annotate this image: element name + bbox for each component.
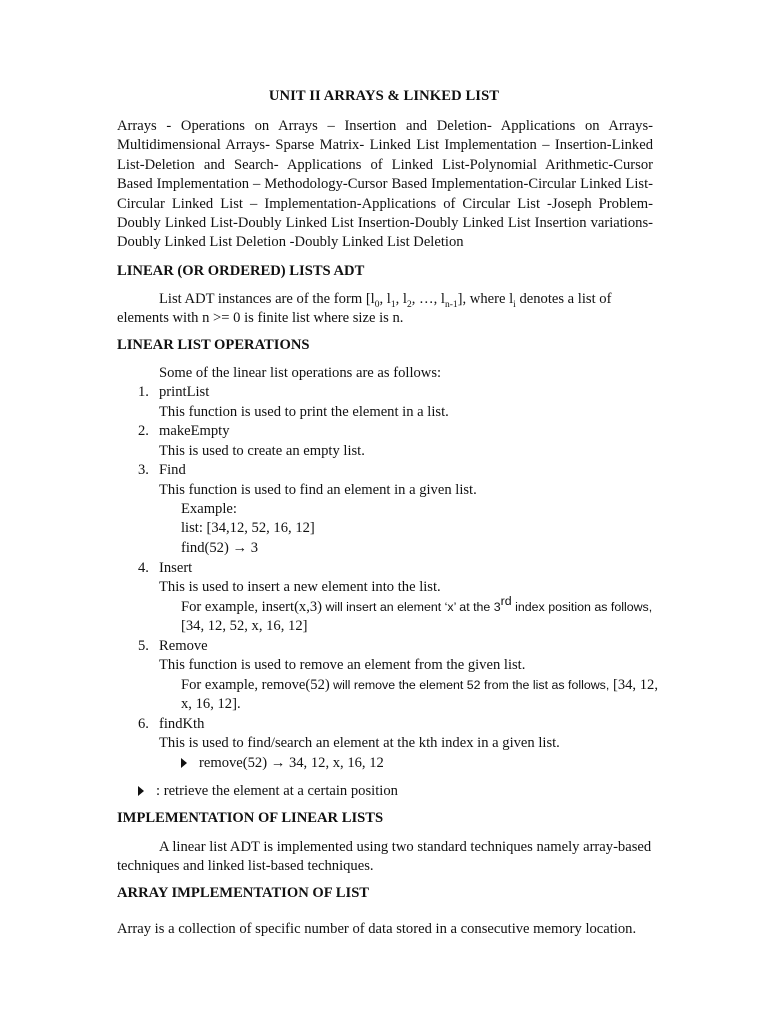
adt-text: denotes a list of bbox=[515, 291, 612, 307]
retrieve-bullet-text: : retrieve the element at a certain position bbox=[156, 783, 398, 799]
list-number: 5. bbox=[138, 638, 149, 654]
operations-intro: Some of the linear list operations are as follows: bbox=[159, 365, 442, 381]
insert-example-text: index position as follows, bbox=[511, 600, 653, 614]
operation-desc: This function is used to find an element in a given list. bbox=[159, 482, 477, 498]
adt-text: , l bbox=[395, 291, 407, 307]
array-definition: Array is a collection of specific number of data stored in a consecutive memory location. bbox=[117, 921, 637, 937]
heading-linear-lists-adt: LINEAR (OR ORDERED) LISTS ADT bbox=[117, 263, 365, 279]
adt-text: ], where l bbox=[457, 291, 514, 307]
subscript: n-1 bbox=[444, 299, 458, 310]
adt-definition-line-2: elements with n >= 0 is finite list where size is n. bbox=[117, 310, 404, 326]
triangle-bullet-icon bbox=[138, 786, 144, 796]
find-example-call: find(52) → 3 bbox=[181, 540, 259, 556]
heading-linear-list-operations: LINEAR LIST OPERATIONS bbox=[117, 337, 310, 353]
list-number: 6. bbox=[138, 716, 149, 732]
list-number: 4. bbox=[138, 560, 149, 576]
operation-name-remove: Remove bbox=[159, 638, 208, 654]
operation-name-insert: Insert bbox=[159, 560, 193, 576]
operation-desc: This is used to insert a new element into the list. bbox=[159, 579, 441, 595]
triangle-bullet-icon bbox=[181, 758, 187, 768]
superscript: rd bbox=[500, 594, 512, 609]
operation-desc: This is used to create an empty list. bbox=[159, 443, 365, 459]
insert-example-text: will insert an element ‘x’ at the 3 bbox=[322, 600, 501, 614]
remove-example-code: For example, remove(52) bbox=[181, 677, 330, 693]
subscript: 1 bbox=[390, 299, 396, 310]
list-number: 3. bbox=[138, 462, 149, 478]
heading-array-implementation: ARRAY IMPLEMENTATION OF LIST bbox=[117, 885, 370, 901]
insert-example-code: For example, insert(x,3) bbox=[181, 599, 323, 615]
remove-example-result-cont: x, 16, 12]. bbox=[181, 696, 241, 712]
operation-name-printlist: printList bbox=[159, 384, 210, 400]
insert-example-line bbox=[181, 594, 653, 617]
insert-example-result: [34, 12, 52, x, 16, 12] bbox=[181, 618, 308, 634]
remove-example-text: will remove the element 52 from the list as follows, bbox=[329, 678, 610, 692]
find-example-list: list: [34,12, 52, 16, 12] bbox=[181, 520, 315, 536]
operation-name-makeempty: makeEmpty bbox=[159, 423, 230, 439]
findkth-bullet-line bbox=[181, 754, 384, 773]
implementation-line-1: A linear list ADT is implemented using two standard techniques namely array-based bbox=[159, 839, 652, 855]
subscript: 0 bbox=[374, 299, 380, 310]
remove-example-result: [34, 12, bbox=[609, 677, 658, 693]
list-number: 1. bbox=[138, 384, 149, 400]
unit-syllabus-paragraph: Arrays - Operations on Arrays – Insertion and Deletion- Applications on Arrays-Multidimensional Arrays- Sparse Matrix- Linked List Implementation – Insertion-Linked List-Deletion and Search- Applications of Linked List-Polynomial Arithmetic-Cursor Based Implementation – Methodology-Cursor Based Implementation-Circular Linked List-Circular Linked List – Implementation-Applications of Circular List -Joseph Problem-Doubly Linked List-Doubly Linked List Insertion-Doubly Linked List Insertion variations-Doubly Linked List Deletion -Doubly Linked List Deletion bbox=[117, 118, 653, 251]
retrieve-bullet-line bbox=[138, 782, 398, 801]
adt-text: , …, l bbox=[411, 291, 445, 307]
findkth-bullet-text: remove(52) → 34, 12, x, 16, 12 bbox=[199, 755, 384, 771]
adt-text: List ADT instances are of the form [l bbox=[159, 291, 375, 307]
find-example-label: Example: bbox=[181, 501, 237, 517]
remove-example-line bbox=[181, 676, 658, 695]
adt-text: , l bbox=[379, 291, 391, 307]
operation-desc: This function is used to print the element in a list. bbox=[159, 404, 449, 420]
unit-title: UNIT II ARRAYS & LINKED LIST bbox=[268, 88, 500, 104]
adt-definition-line-1 bbox=[159, 290, 611, 309]
operation-name-findkth: findKth bbox=[159, 716, 205, 732]
subscript: i bbox=[513, 299, 516, 310]
subscript: 2 bbox=[406, 299, 412, 310]
operation-name-find: Find bbox=[159, 462, 186, 478]
implementation-line-2: techniques and linked list-based techniques. bbox=[117, 858, 374, 874]
list-number: 2. bbox=[138, 423, 149, 439]
heading-implementation-linear-lists: IMPLEMENTATION OF LINEAR LISTS bbox=[117, 810, 384, 826]
operation-desc: This is used to find/search an element at the kth index in a given list. bbox=[159, 735, 560, 751]
operation-desc: This function is used to remove an element from the given list. bbox=[159, 657, 526, 673]
